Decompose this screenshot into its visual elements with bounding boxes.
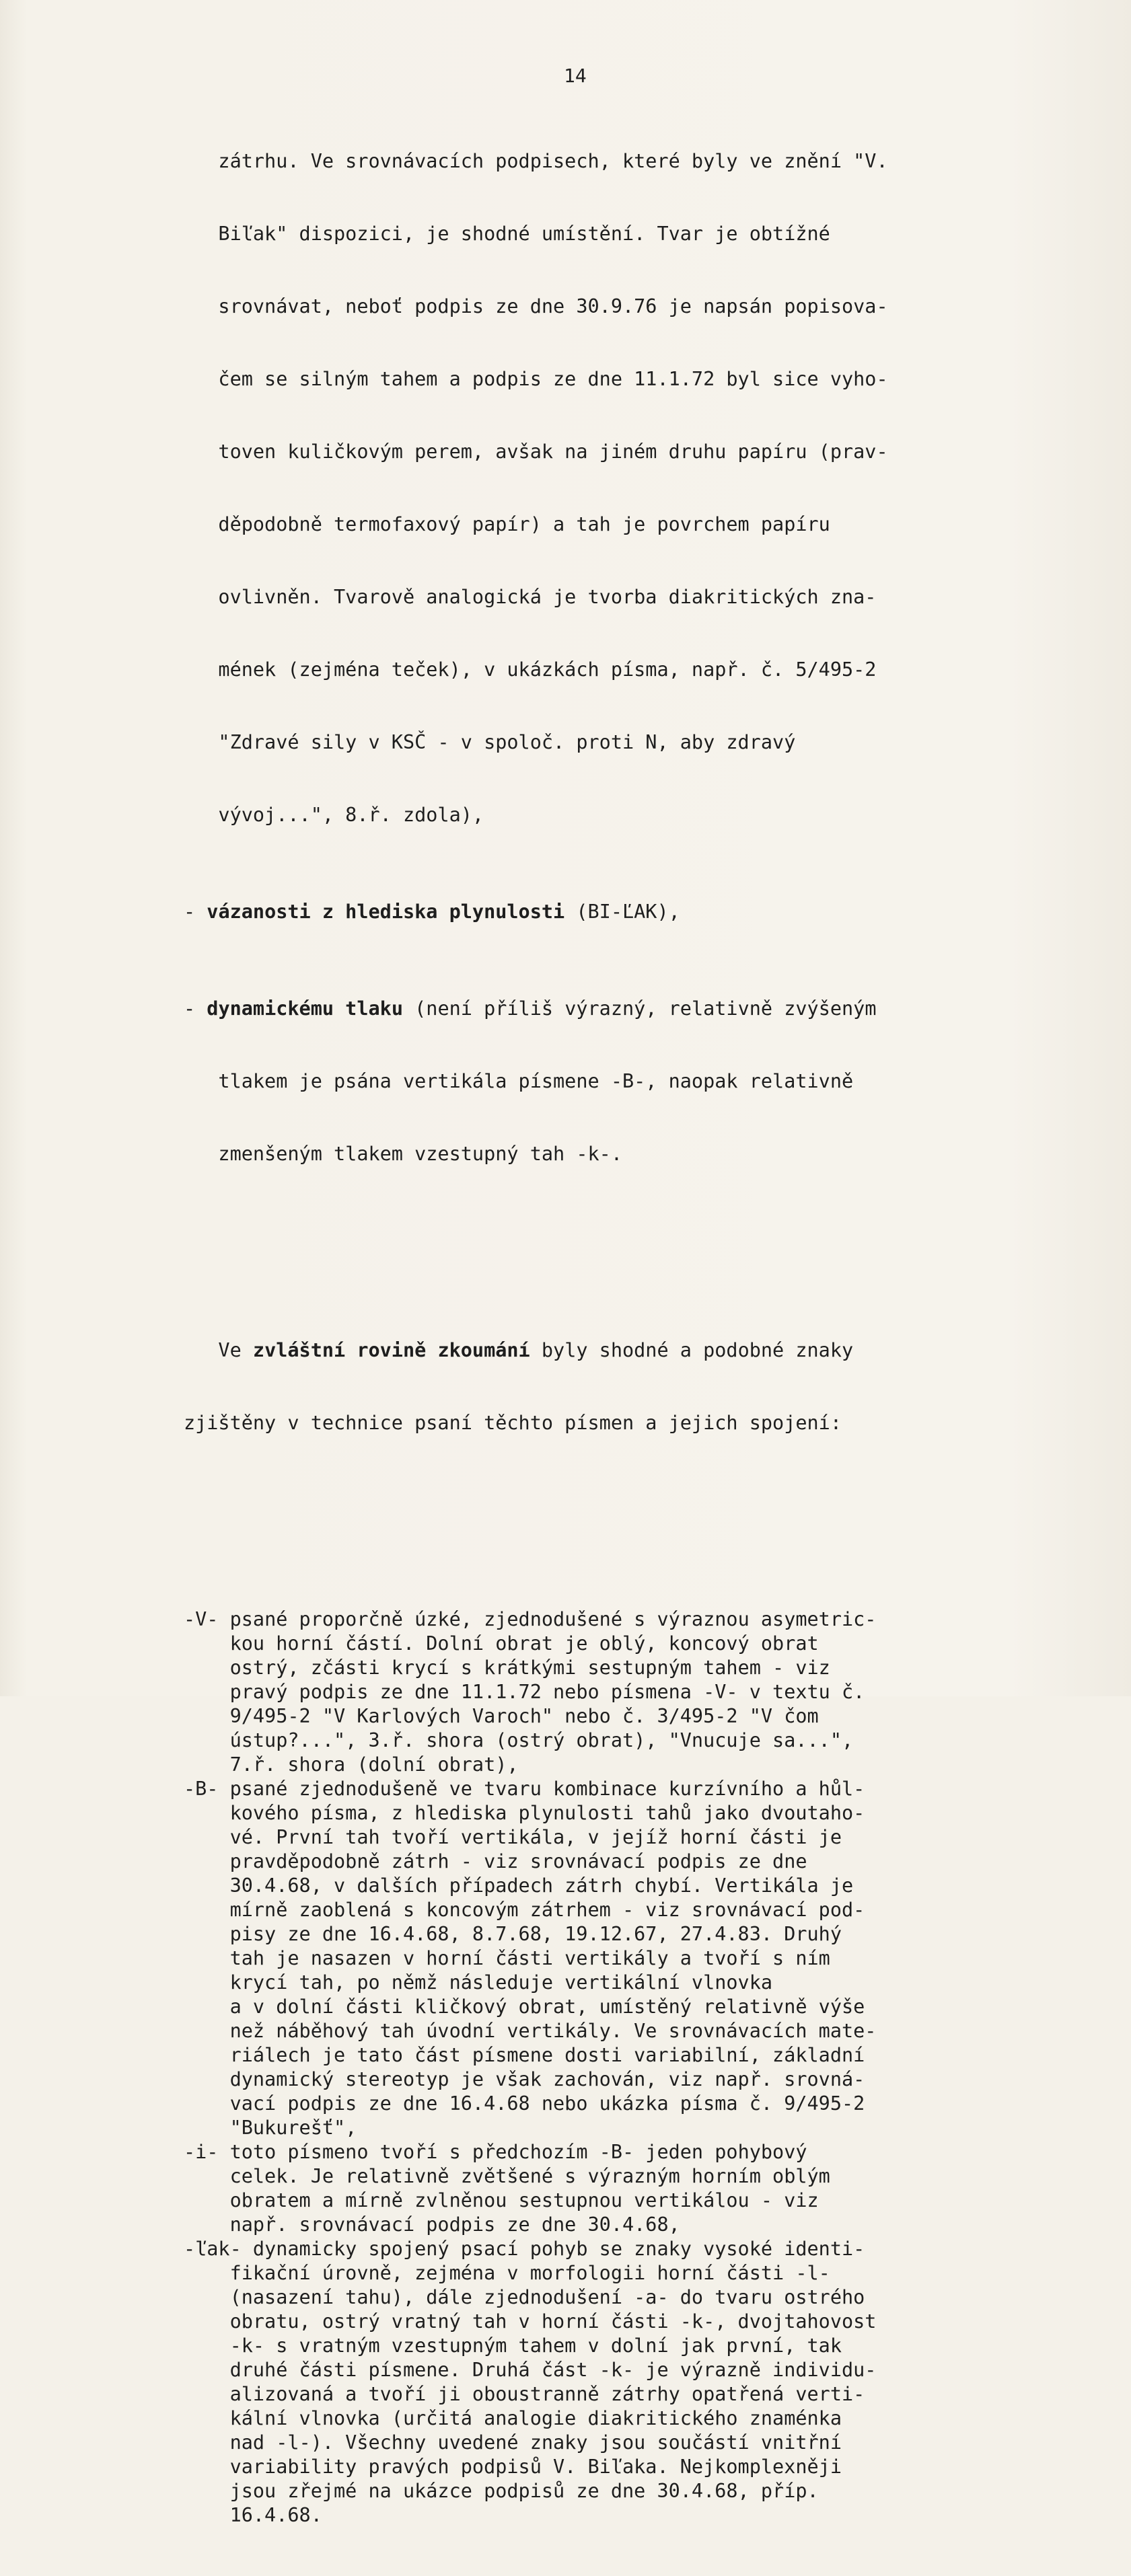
text-line: zátrhu. Ve srovnávacích podpisech, které byly ve znění "V. [114, 150, 888, 172]
letter-description-continuation: pisy ze dne 16.4.68, 8.7.68, 19.12.67, 27.4.83. Druhý [114, 1923, 842, 1945]
letter-description-continuation: jsou zřejmé na ukázce podpisů ze dne 30.4.68, příp. [114, 2480, 819, 2502]
text-line: děpodobně termofaxový papír) a tah je povrchem papíru [114, 513, 830, 535]
letter-description-continuation: obratu, ostrý vratný tah v horní části -k-, dvojtahovost [114, 2310, 877, 2333]
paragraph-text: Ve [114, 1339, 253, 1361]
letter-description-continuation: pravý podpis ze dne 11.1.72 nebo písmena -V- v textu č. [114, 1681, 865, 1703]
letter-description-continuation: druhé části písmene. Druhá část -k- je výrazně individu- [114, 2359, 877, 2381]
letter-description-continuation: vé. První tah tvoří vertikála, v jejíž horní části je [114, 1826, 842, 1848]
letter-description-continuation: kou horní částí. Dolní obrat je oblý, koncový obrat [114, 1632, 819, 1655]
letter-description-continuation: celek. Je relativně zvětšené s výrazným horním oblým [114, 2165, 830, 2187]
letter-description-continuation: kového písma, z hlediska plynulosti tahů jako dvoutaho- [114, 1802, 865, 1824]
list-dash: - [114, 901, 207, 923]
letter-description-continuation: obratem a mírně zvlněnou sestupnou vertikálou - viz [114, 2189, 819, 2211]
list-item-continuation: zmenšeným tlakem vzestupný tah -k-. [114, 1143, 622, 1165]
text-line: toven kuličkovým perem, avšak na jiném druhu papíru (prav- [114, 441, 888, 463]
letter-description-continuation: alizovaná a tvoří ji oboustranně zátrhy opatřená verti- [114, 2383, 865, 2405]
list-item-bold-term: vázanosti z hlediska plynulosti [207, 901, 565, 923]
letter-description-continuation: variability pravých podpisů V. Biľaka. Nejkomplexněji [114, 2456, 842, 2478]
letter-description: psané zjednodušeně ve tvaru kombinace kurzívního a hůl- [229, 1778, 865, 1800]
letter-entry-first-line [114, 2140, 1009, 2164]
letter-description-continuation: 30.4.68, v dalších případech zátrh chybí. Vertikála je [114, 1874, 854, 1897]
list-item-bold-term: dynamickému tlaku [207, 997, 403, 1020]
letter-description-continuation: -k- s vratným vzestupným tahem v dolní jak první, tak [114, 2335, 842, 2357]
text-line: srovnávat, neboť podpis ze dne 30.9.76 je napsán popisova- [114, 295, 888, 317]
list-item [114, 900, 1009, 924]
letter-description-continuation: "Bukurešť", [114, 2117, 357, 2139]
letter-label: -V- [114, 1608, 230, 1630]
letter-description: dynamicky spojený psací pohyb se znaky vysoké identi- [252, 2238, 865, 2260]
paragraph-gap [114, 1508, 1009, 1535]
letter-description-continuation: ústup?...", 3.ř. shora (ostrý obrat), "Vnucuje sa...", [114, 1729, 854, 1751]
letter-description-continuation: krycí tah, po němž následuje vertikální vlnovka [114, 1971, 773, 1994]
letter-description-continuation: 7.ř. shora (dolní obrat), [114, 1753, 519, 1776]
letter-analysis-list [114, 1607, 1009, 2528]
document-body [114, 101, 1009, 2576]
letter-entry-first-line [114, 1777, 1009, 1801]
letter-description-continuation: tah je nasazen v horní části vertikály a tvoří s ním [114, 1947, 830, 1969]
paragraph-first-line [114, 1338, 1009, 1363]
paragraph-bold-term: zvláštní rovině zkoumání [252, 1339, 530, 1361]
paragraph-second-line: zjištěny v technice psaní těchto písmen a jejich spojení: [114, 1412, 842, 1434]
text-line: vývoj...", 8.ř. zdola), [114, 804, 484, 826]
letter-description-continuation: např. srovnávací podpis ze dne 30.4.68, [114, 2213, 680, 2236]
letter-description-continuation: a v dolní části kličkový obrat, umístěný relativně výše [114, 1996, 865, 2018]
letter-description-continuation: 16.4.68. [114, 2504, 322, 2526]
letter-description-continuation: pravděpodobně zátrh - viz srovnávací podpis ze dne [114, 1850, 807, 1872]
letter-description-continuation: vací podpis ze dne 16.4.68 nebo ukázka písma č. 9/495-2 [114, 2092, 865, 2115]
letter-entry-first-line [114, 1607, 1009, 1632]
letter-label: -ľak- [114, 2238, 253, 2260]
paragraph-text: byly shodné a podobné znaky [530, 1339, 854, 1361]
letter-description-continuation: mírně zaoblená s koncovým zátrhem - viz srovnávací pod- [114, 1899, 865, 1921]
text-line: čem se silným tahem a podpis ze dne 11.1.72 byl sice vyho- [114, 368, 888, 390]
letter-description-continuation: dynamický stereotyp je však zachován, viz např. srovná- [114, 2068, 865, 2090]
letter-entry-first-line [114, 2237, 1009, 2261]
letter-description: toto písmeno tvoří s předchozím -B- jeden pohybový [229, 2141, 807, 2163]
letter-label: -B- [114, 1778, 230, 1800]
list-item-text: (není příliš výrazný, relativně zvýšeným [402, 997, 877, 1020]
letter-description: psané proporčně úzké, zjednodušené s výraznou asymetric- [229, 1608, 877, 1630]
letter-description-continuation: riálech je tato část písmene dosti variabilní, základní [114, 2044, 865, 2066]
text-line: ovlivněn. Tvarově analogická je tvorba diakritických zna- [114, 586, 877, 608]
letter-description-continuation: 9/495-2 "V Karlových Varoch" nebo č. 3/495-2 "V čom [114, 1705, 819, 1727]
letter-description-continuation: ostrý, zčásti krycí s krátkými sestupným tahem - viz [114, 1657, 830, 1679]
letter-description-continuation: než náběhový tah úvodní vertikály. Ve srovnávacích mate- [114, 2020, 877, 2042]
text-line: "Zdravé sily v KSČ - v spoloč. proti N, aby zdravý [114, 731, 796, 753]
paragraph-gap [114, 1239, 1009, 1266]
text-line: mének (zejména teček), v ukázkách písma, např. č. 5/495-2 [114, 658, 877, 681]
page-number: 14 [564, 65, 587, 87]
letter-description-continuation: fikační úrovně, zejména v morfologii horní části -l- [114, 2262, 830, 2284]
list-item [114, 997, 1009, 1021]
letter-label: -i- [114, 2141, 230, 2163]
list-item-continuation: tlakem je psána vertikála písmene -B-, naopak relativně [114, 1070, 854, 1092]
list-dash: - [114, 997, 207, 1020]
letter-description-continuation: nad -l-). Všechny uvedené znaky jsou součástí vnitřní [114, 2431, 842, 2454]
letter-description-continuation: (nasazení tahu), dále zjednodušení -a- do tvaru ostrého [114, 2286, 865, 2308]
list-item-text: (BI-ĽAK), [564, 901, 680, 923]
text-line: Biľak" dispozici, je shodné umístění. Tvar je obtížné [114, 223, 830, 245]
letter-description-continuation: kální vlnovka (určitá analogie diakritického znaménka [114, 2407, 842, 2429]
